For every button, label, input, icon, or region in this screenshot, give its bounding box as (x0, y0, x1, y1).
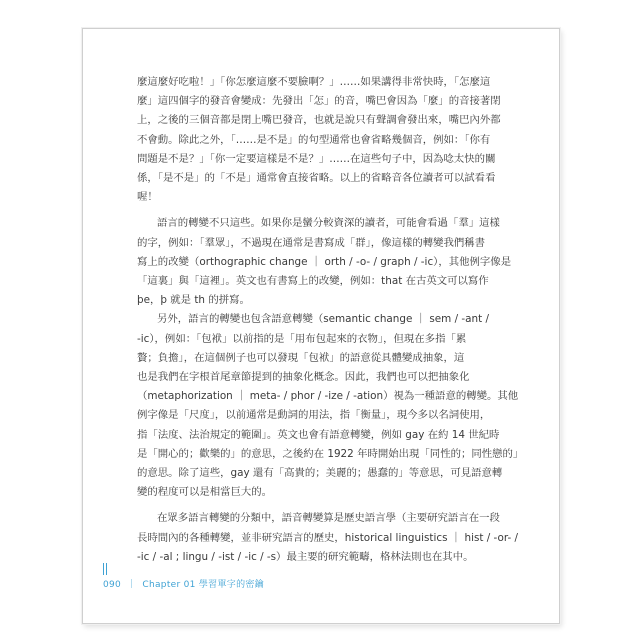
book-page (82, 28, 560, 624)
text-line: 喔！ (137, 191, 158, 204)
text-line: 例字像是「尺度」，以前通常是動詞的用法，指「衡量」，現今多以名詞使用， (137, 409, 491, 422)
text-line: 另外，語言的轉變也包含語意轉變（semantic change ｜ sem / -ant / (157, 313, 489, 326)
text-line: 不會動。除此之外，「……是不是」的句型通常也會省略幾個音，例如：「你有 (137, 133, 491, 146)
text-line: 贅；負擔」，在這個例子也可以發現「包袱」的語意從具體變成抽象，這 (137, 351, 465, 364)
page-body (137, 73, 524, 567)
footer-marker (103, 563, 107, 575)
text-line: þe，þ 就是 th 的拼寫。 (137, 294, 250, 307)
text-line: 變的程度可以是相當巨大的。 (137, 486, 273, 499)
text-line: -ic / -al ; lingu / -ist / -ic / -s）最主要的研究範疇，格林法則也在其中。 (137, 550, 474, 563)
paragraph-1 (137, 73, 503, 207)
text-line: 在眾多語言轉變的分類中，語音轉變算是歷史語言學（主要研究語言在一段 (157, 512, 500, 525)
text-line: 長時間內的各種轉變，並非研究語言的歷史，historical linguistics ｜ hist / -or- / (137, 531, 519, 544)
text-line: 問題是不是？」「你一定要這樣是不是？」……在這些句子中，因為唸太快的關 (137, 152, 496, 165)
text-line: 的字，例如：「羣眾」，不過現在通常是書寫成「群」，像這樣的轉變我們稱書 (137, 236, 486, 249)
page-number: 090 (103, 580, 122, 590)
text-line: -ic），例如：「包袱」以前指的是「用布包起來的衣物」，但現在多指「累 (137, 332, 467, 345)
text-line: 指「法度、法治規定的範圍」。英文也會有語意轉變，例如 gay 在約 14 世紀時 (137, 428, 500, 441)
paragraph-3 (137, 310, 524, 502)
page-footer (103, 577, 270, 590)
text-line: 麼」這四個字的發音會變成：先發出「怎」的音，嘴巴會因為「麼」的音接著閉 (137, 95, 501, 108)
text-line: 上，之後的三個音都是閉上嘴巴發音，也就是說只有聲調會發出來，嘴巴內外都 (137, 114, 501, 127)
text-line: 是「開心的；歡樂的」的意思，之後約在 1922 年時開始出現「同性的；同性戀的」 (137, 447, 524, 460)
paragraph-4 (137, 509, 519, 567)
paragraph-2 (137, 214, 512, 310)
text-line: （metaphorization ｜ meta- / phor / -ize / -ation）視為一種語意的轉變。其他 (137, 390, 519, 403)
text-line: 的意思。除了這些，gay 還有「高貴的；美麗的；愚蠢的」等意思，可見語意轉 (137, 467, 503, 480)
text-line: 也是我們在字根首尾章節提到的抽象化概念。因此，我們也可以把抽象化 (137, 371, 470, 384)
chapter-title: Chapter 01 學習單字的密鑰 (142, 580, 264, 590)
text-line: 語言的轉變不只這些。如果你是蠻分較資深的讀者，可能會看過「羣」這樣 (157, 217, 500, 230)
footer-separator: ｜ (127, 580, 137, 590)
text-line: 麼這麼好吃啦！」「你怎麼這麼不要臉啊？」……如果講得非常快時，「怎麼這 (137, 76, 491, 88)
text-line: 係，「是不是」的「不是」通常會直接省略。以上的省略音各位讀者可以試看看 (137, 172, 496, 185)
text-line: 寫上的改變（orthographic change ｜ orth / -o- / graph / -ic），其他例字像是 (137, 255, 512, 268)
text-line: 「這裏」與「這裡」。英文也有書寫上的改變，例如：that 在古英文可以寫作 (137, 275, 489, 288)
